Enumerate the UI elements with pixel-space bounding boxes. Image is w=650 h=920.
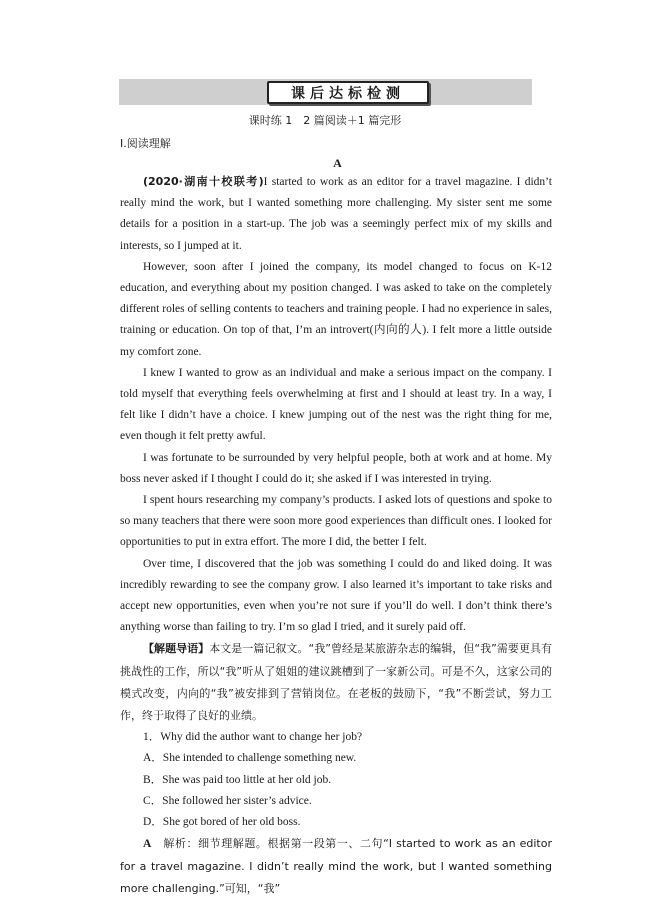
- paragraph-3: I knew I wanted to grow as an individual and make a serious impact on the company. I told myself that everything feels overwhelming at first and I should at least try. In a way, I felt like I didn’t have a choice. I knew jumping out of the nest was the right thing for me, even though it felt pretty awful.: [120, 366, 552, 443]
- option-b: B．She was paid too little at her old job.: [143, 773, 332, 786]
- passage-letter: A: [333, 156, 342, 170]
- option-a: A．She intended to challenge something new.: [143, 752, 357, 765]
- question-1-options: [120, 748, 552, 833]
- option-c: C．She followed her sister’s advice.: [143, 794, 312, 807]
- header-title: 课后达标检测: [267, 81, 429, 104]
- header-bar: [119, 79, 532, 105]
- section-heading: Ⅰ.阅读理解: [120, 137, 171, 150]
- paragraph-1: [120, 171, 552, 257]
- guide-label: 【解题导语】: [143, 642, 210, 656]
- paragraph-1-text: I started to work as an editor for a travel magazine. I didn’t really mind the work, but I wanted something more challenging. My sister sent me some details for a position in a start‑up. The job was a seemingly perfect mix of my skills and interests, so I jumped at it.: [120, 176, 552, 252]
- answer-1: [120, 833, 552, 900]
- document-body: [120, 171, 552, 900]
- lesson-subtitle: 课时练 1 2 篇阅读＋1 篇完形: [248, 114, 402, 127]
- answer-explanation: 解析：细节理解题。根据第一段第一、二句“I started to work as an editor for a travel magazine. I didn’t really mind the work, but I wanted something more challenging.”可知，“我”: [120, 837, 552, 895]
- answer-key: A: [143, 838, 152, 851]
- paragraph-5: I spent hours researching my company’s products. I asked lots of questions and spoke to so many teachers that there were soon more good experiences than difficult ones. I looked for opportunities to put in extra effort. The more I did, the better I felt.: [120, 494, 552, 549]
- passage-source: (2020·湖南十校联考): [143, 175, 264, 188]
- paragraph-4: I was fortunate to be surrounded by very helpful people, both at work and at home. My boss never asked if I thought I could do it; she asked if I was interested in trying.: [120, 451, 552, 485]
- option-d: D．She got bored of her old boss.: [143, 816, 301, 829]
- paragraph-6: Over time, I discovered that the job was something I could do and liked doing. It was incredibly rewarding to see the company grow. I also learned it’s important to take risks and accept new opportunities, even when you’re not sure if you’ll do well. I don’t think there’s anything worse than failing to try. I’m so glad I tried, and it surely paid off.: [120, 557, 552, 634]
- question-1-stem: 1．Why did the author want to change her job?: [143, 731, 363, 744]
- guide-paragraph: [120, 638, 552, 727]
- guide-text: 本文是一篇记叙文。“我”曾经是某旅游杂志的编辑，但“我”需要更具有挑战性的工作，所以“我”听从了姐姐的建议跳槽到了一家新公司。可是不久，这家公司的模式改变，内向的“我”被安排到了营销岗位。在老板的鼓励下，“我”不断尝试，努力工作，终于取得了良好的业绩。: [120, 642, 553, 723]
- paragraph-2: However, soon after I joined the company, its model changed to focus on K‑12 education, and everything about my position changed. I was asked to take on the completely different roles of selling contents to teachers and training people. I had no experience in sales, training or education. On top of that, I’m an introvert(内向的人). I felt more a little outside my comfort zone.: [120, 260, 552, 358]
